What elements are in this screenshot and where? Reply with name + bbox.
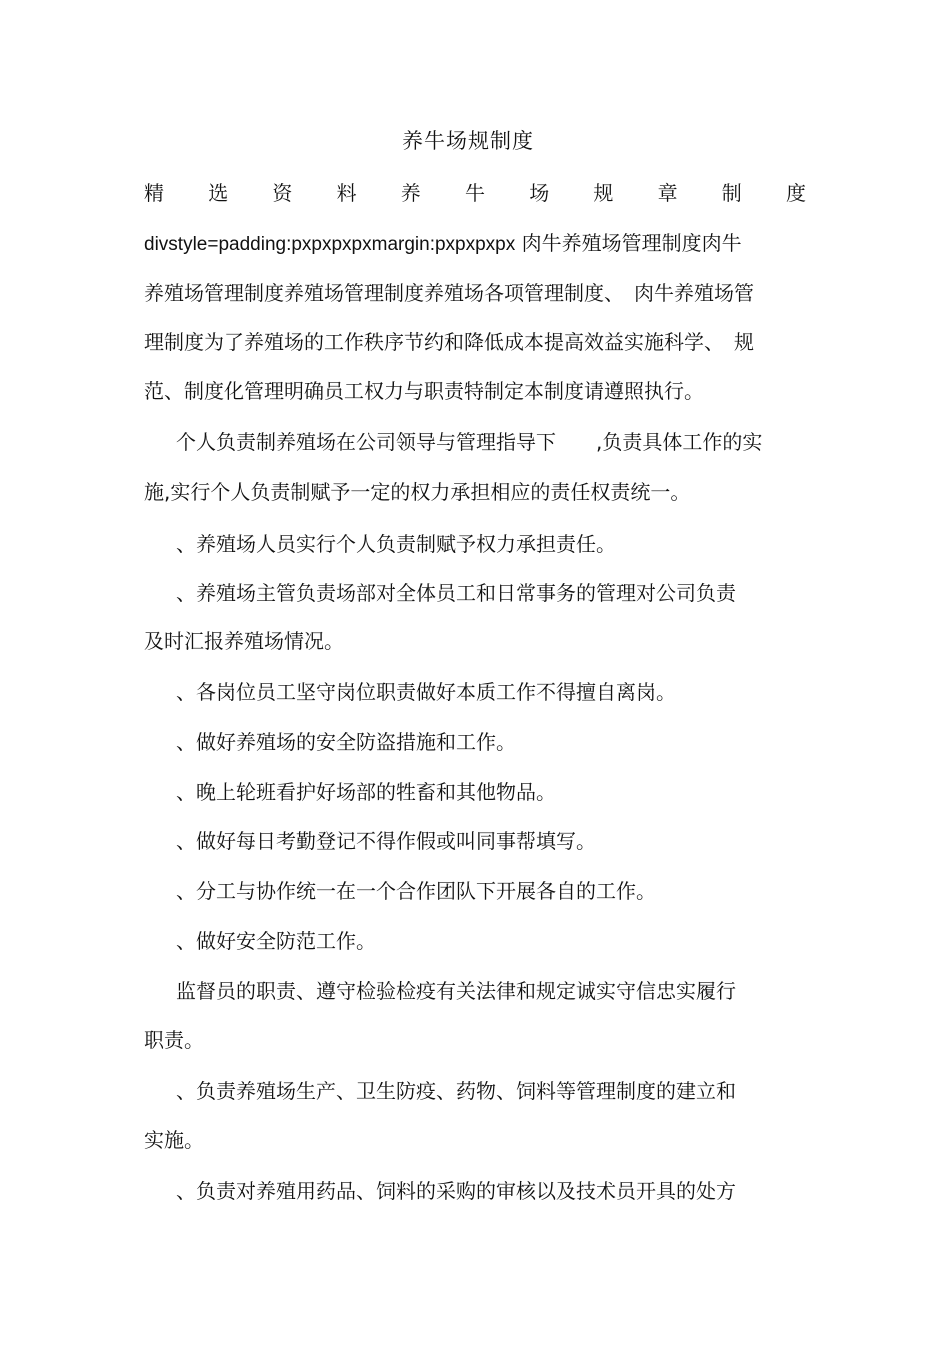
list-item-9-line-2: 实施。 (144, 1128, 204, 1152)
intro-line-1-text: 肉牛养殖场管理制度肉牛 (521, 231, 742, 255)
intro-code-text: divstyle=padding:pxpxpxpxmargin:pxpxpxpx (144, 234, 516, 255)
list-item-9-line-1: 、负责养殖场生产、卫生防疫、药物、饲料等管理制度的建立和 (176, 1079, 736, 1103)
list-item-2-line-1: 、养殖场主管负责场部对全体员工和日常事务的管理对公司负责 (176, 581, 736, 605)
list-item-1: 、养殖场人员实行个人负责制赋予权力承担责任。 (176, 532, 616, 556)
paragraph-2-line-1: 监督员的职责、遵守检验检疫有关法律和规定诚实守信忠实履行 (176, 979, 736, 1003)
intro-line-4: 范、制度化管理明确员工权力与职责特制定本制度请遵照执行。 (144, 379, 704, 403)
intro-line-1 (144, 228, 806, 260)
intro-line-2: 养殖场管理制度养殖场管理制度养殖场各项管理制度、 肉牛养殖场管 (144, 281, 754, 305)
intro-heading: 精选资料养牛场规章制度 (144, 181, 806, 205)
paragraph-1-line-1: 个人负责制养殖场在公司领导与管理指导下 ,负责具体工作的实 (176, 430, 763, 454)
list-item-4: 、做好养殖场的安全防盗措施和工作。 (176, 730, 516, 754)
list-item-10-line-1: 、负责对养殖用药品、饲料的采购的审核以及技术员开具的处方 (176, 1179, 736, 1203)
intro-line-3: 理制度为了养殖场的工作秩序节约和降低成本提高效益实施科学、 规 (144, 330, 754, 354)
document-title: 养牛场规制度 (402, 129, 534, 153)
list-item-3: 、各岗位员工坚守岗位职责做好本质工作不得擅自离岗。 (176, 680, 676, 704)
list-item-7: 、分工与协作统一在一个合作团队下开展各自的工作。 (176, 879, 656, 903)
paragraph-1-line-2: 施,实行个人负责制赋予一定的权力承担相应的责任权责统一。 (144, 480, 691, 504)
list-item-5: 、晚上轮班看护好场部的牲畜和其他物品。 (176, 780, 556, 804)
list-item-2-line-2: 及时汇报养殖场情况。 (144, 629, 344, 653)
list-item-8: 、做好安全防范工作。 (176, 929, 376, 953)
list-item-6: 、做好每日考勤登记不得作假或叫同事帮填写。 (176, 829, 596, 853)
paragraph-2-line-2: 职责。 (144, 1028, 204, 1052)
